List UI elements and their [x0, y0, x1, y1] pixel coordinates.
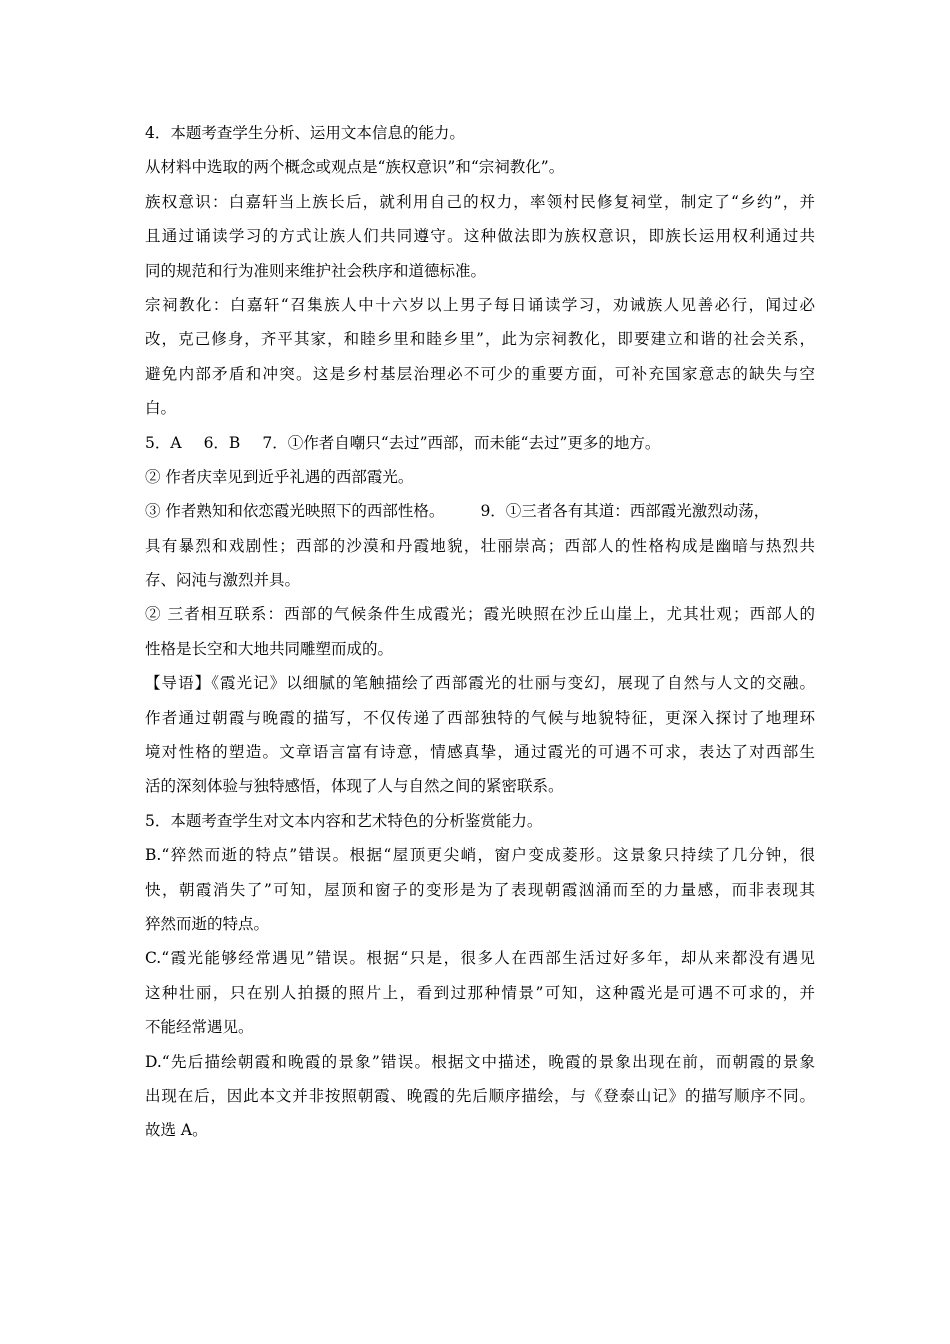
text-line: B.“猝然而逝的特点”错误。根据“屋顶更尖峭，窗户变成菱形。这景象只持续了几分钟，很: [145, 846, 815, 865]
answer-7-point-3: ③ 作者熟知和依恋霞光映照下的西部性格。: [145, 502, 445, 521]
text-line: 且通过诵读学习的方式让族人们共同遵守。这种做法即为族权意识，即族长运用权利通过共: [145, 227, 815, 246]
text-line: 性格是长空和大地共同雕塑而成的。: [145, 639, 394, 658]
text-line: ② 三者相互联系：西部的气候条件生成霞光；霞光映照在沙丘山崖上，尤其壮观；西部人的: [145, 605, 815, 624]
text-line: 具有暴烈和戏剧性；西部的沙漠和丹霞地貌，壮丽崇高；西部人的性格构成是幽暗与热烈共: [145, 536, 815, 555]
text-line: ② 作者庆幸见到近乎礼遇的西部霞光。: [145, 467, 414, 486]
answer-line: [145, 426, 815, 460]
text-line: 【导语】《霞光记》以细腻的笔触描绘了西部霞光的壮丽与变幻，展现了自然与人文的交融。: [145, 674, 815, 693]
answer-5: 5．A: [145, 433, 182, 452]
text-line: 从材料中选取的两个概念或观点是“族权意识”和“宗祠教化”。: [145, 158, 565, 177]
text-line: 同的规范和行为准则来维护社会秩序和道德标准。: [145, 261, 487, 280]
text-line: 避免内部矛盾和冲突。这是乡村基层治理必不可少的重要方面，可补充国家意志的缺失与空: [145, 364, 815, 383]
text-line: 白。: [145, 399, 177, 418]
text-line: C.“霞光能够经常遇见”错误。根据“只是，很多人在西部生活过好多年，却从来都没有遇见: [145, 949, 815, 968]
answer-line: [145, 494, 815, 528]
answer-7: 7．①作者自嘲只“去过”西部，而未能“去过”更多的地方。: [262, 433, 661, 452]
text-line: 不能经常遇见。: [145, 1018, 254, 1037]
text-line: 宗祠教化：白嘉轩“召集族人中十六岁以上男子每日诵读学习，劝诫族人见善必行，闻过必: [145, 295, 815, 314]
text-line: D.“先后描绘朝霞和晚霞的景象”错误。根据文中描述，晚霞的景象出现在前，而朝霞的景象: [145, 1052, 815, 1071]
text-line: 故选 A。: [145, 1121, 208, 1140]
text-line: 猝然而逝的特点。: [145, 914, 270, 933]
document-page: [145, 116, 815, 1148]
answer-9: 9．①三者各有其道：西部霞光激烈动荡，: [480, 502, 770, 521]
text-line: 快，朝霞消失了”可知，屋顶和窗子的变形是为了表现朝霞汹涌而至的力量感，而非表现其: [145, 880, 815, 899]
text-line: 5．本题考查学生对文本内容和艺术特色的分析鉴赏能力。: [145, 811, 543, 830]
text-line: 境对性格的塑造。文章语言富有诗意，情感真挚，通过霞光的可遇不可求，表达了对西部生: [145, 743, 815, 762]
text-line: 这种壮丽，只在别人拍摄的照片上，看到过那种情景”可知，这种霞光是可遇不可求的，并: [145, 983, 815, 1002]
text-line: 改，克己修身，齐平其家，和睦乡里和睦乡里”，此为宗祠教化，即要建立和谐的社会关系，: [145, 330, 815, 349]
text-line: 出现在后，因此本文并非按照朝霞、晚霞的先后顺序描绘，与《登泰山记》的描写顺序不同。: [145, 1086, 815, 1105]
text-line: 存、闷沌与激烈并具。: [145, 571, 301, 590]
text-line: 作者通过朝霞与晚霞的描写，不仅传递了西部独特的气候与地貌特征，更深入探讨了地理环: [145, 708, 815, 727]
text-line: 族权意识：白嘉轩当上族长后，就利用自己的权力，率领村民修复祠堂，制定了“乡约”，并: [145, 192, 815, 211]
text-line: 活的深刻体验与独特感悟，体现了人与自然之间的紧密联系。: [145, 777, 564, 796]
answer-6: 6．B: [203, 433, 241, 452]
text-line: 4．本题考查学生分析、运用文本信息的能力。: [145, 124, 465, 142]
